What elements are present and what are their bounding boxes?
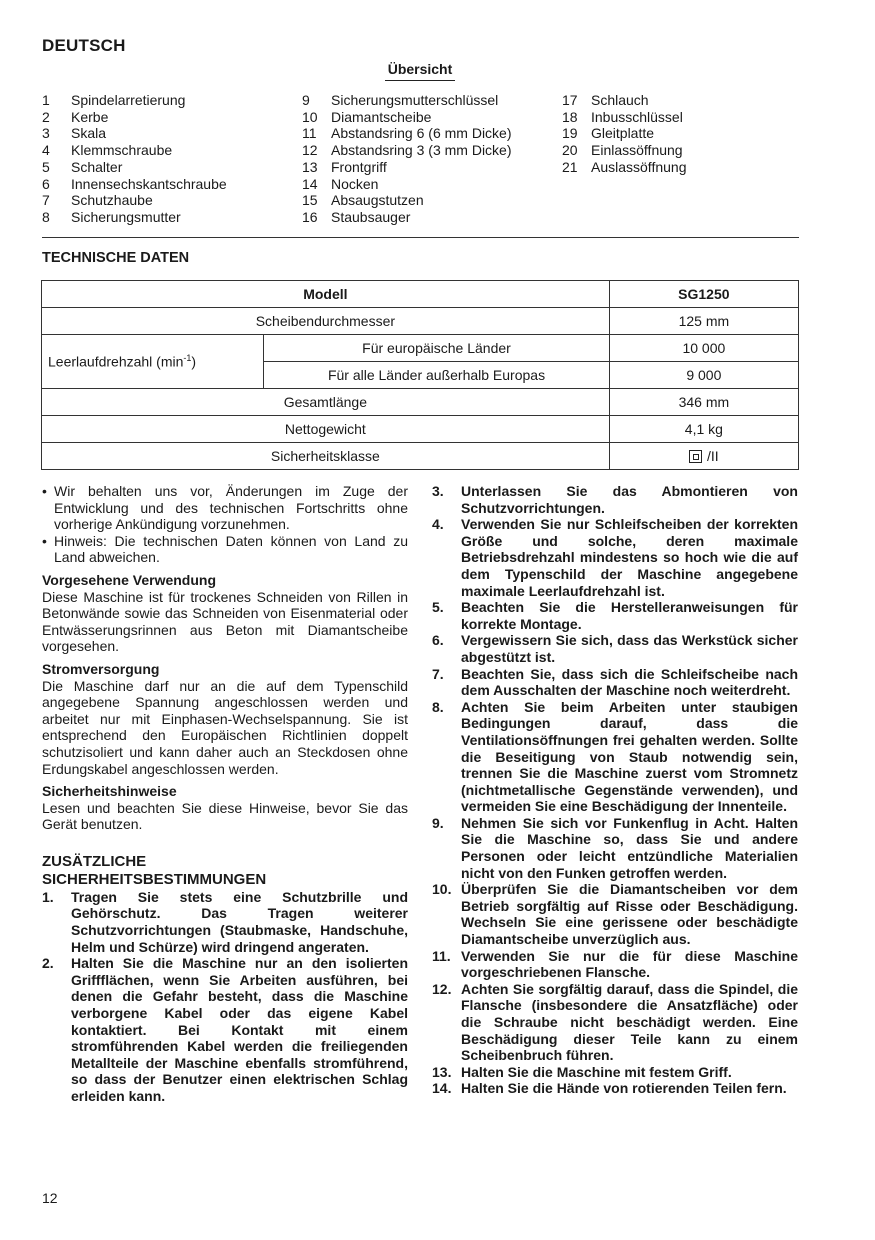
disc-diameter-label: Scheibendurchmesser <box>42 308 610 335</box>
list-item <box>432 483 798 516</box>
additional-safety-heading-line-1: ZUSÄTZLICHE <box>42 852 147 870</box>
overview-item <box>42 176 227 193</box>
item-number: 3 <box>42 125 50 142</box>
overview-item <box>302 159 512 176</box>
item-label: Abstandsring 3 (3 mm Dicke) <box>331 142 512 159</box>
table-row <box>42 416 799 443</box>
rule-text: Halten Sie die Maschine nur an den isolierten Griffflächen, wenn Sie Arbeiten ausführen, bei denen die Gefahr besteht, dass die Maschine verborgene Kabel oder das eigene Kabel kontaktiert. Bei Kontakt mit einem stromführenden Kabel werden die freiliegenden Metallteile der Maschine ebenfalls stromführend, so dass der Benutzer einen elektrischen Schlag erleiden kann. <box>71 955 408 1104</box>
right-column <box>432 483 798 1097</box>
speed-other-value: 9 000 <box>609 362 798 389</box>
double-insulation-icon <box>689 450 702 463</box>
header-model: Modell <box>42 281 610 308</box>
item-number: 17 <box>562 92 578 108</box>
item-number: 18 <box>562 108 578 125</box>
no-load-speed-label <box>42 335 264 389</box>
item-number: 6 <box>42 175 50 192</box>
list-item <box>432 516 798 599</box>
section-divider <box>42 237 799 238</box>
overall-length-value: 346 mm <box>609 389 798 416</box>
list-item <box>42 483 408 533</box>
overview-item <box>562 109 686 126</box>
rule-number: 10. <box>432 881 452 898</box>
table-row <box>42 443 799 470</box>
bullet-icon: • <box>42 483 47 499</box>
overview-column-1 <box>42 92 227 226</box>
rule-text: Verwenden Sie nur die für diese Maschine vorgeschriebenen Flansche. <box>461 947 798 981</box>
item-number: 12 <box>302 142 318 159</box>
list-item <box>42 955 408 1104</box>
overview-item <box>42 92 227 109</box>
table-row <box>42 335 799 362</box>
item-label: Kerbe <box>71 108 109 125</box>
bullet-icon: • <box>42 532 47 549</box>
item-label: Diamantscheibe <box>331 108 432 125</box>
item-number: 2 <box>42 108 50 125</box>
rule-number: 4. <box>432 516 444 533</box>
list-item <box>432 599 798 632</box>
header-model-value: SG1250 <box>609 281 798 308</box>
specs-title: TECHNISCHE DATEN <box>42 250 190 266</box>
item-label: Schalter <box>71 158 123 175</box>
item-label: Skala <box>71 125 107 142</box>
item-label: Klemmschraube <box>71 142 173 159</box>
rule-number: 13. <box>432 1063 452 1080</box>
item-number: 4 <box>42 142 50 159</box>
overview-item <box>302 192 512 209</box>
overview-item <box>562 92 686 109</box>
list-item <box>432 1064 798 1081</box>
rule-text: Halten Sie die Hände von rotierenden Teilen fern. <box>461 1080 787 1097</box>
list-item <box>432 632 798 665</box>
item-label: Sicherungsmutter <box>71 208 181 225</box>
rule-number: 8. <box>432 698 444 715</box>
rule-number: 12. <box>432 980 452 997</box>
overview-item <box>302 109 512 126</box>
item-number: 5 <box>42 158 50 175</box>
speed-label-exponent: -1 <box>183 353 192 364</box>
language-heading: DEUTSCH <box>42 36 126 55</box>
overview-item <box>302 209 512 226</box>
item-label: Schlauch <box>591 92 649 108</box>
speed-other-label: Für alle Länder außerhalb Europas <box>264 362 609 389</box>
overview-title: Übersicht <box>385 61 456 81</box>
additional-safety-heading <box>42 853 408 889</box>
safety-class-value: /II <box>707 448 719 464</box>
item-number: 7 <box>42 192 50 209</box>
rule-text: Nehmen Sie sich vor Funkenflug in Acht. Halten Sie die Maschine so, dass Sie und andere Personen oder leicht entzündliche Materialien nicht von den Funken getroffen werden. <box>461 814 798 881</box>
rule-number: 2. <box>42 955 54 972</box>
item-number: 15 <box>302 192 318 209</box>
speed-eu-value: 10 000 <box>609 335 798 362</box>
additional-safety-heading-line-2: SICHERHEITSBESTIMMUNGEN <box>42 870 267 888</box>
specs-table <box>41 280 799 470</box>
rule-text: Verwenden Sie nur Schleifscheiben der korrekten Größe und solche, deren maximale Betriebsdrehzahl mindestens so hoch wie die auf dem Typenschild der Maschine angegebene maximale Leerlaufdrehzahl ist. <box>461 516 798 599</box>
rule-text: Beachten Sie die Herstelleranweisungen für korrekte Montage. <box>461 599 798 632</box>
item-label: Sicherungsmutterschlüssel <box>331 92 499 108</box>
list-item <box>432 815 798 881</box>
left-column <box>42 483 408 1105</box>
item-number: 14 <box>302 175 318 192</box>
intended-use-heading: Vorgesehene Verwendung <box>42 571 217 588</box>
rule-number: 11. <box>432 947 451 964</box>
rule-text: Überprüfen Sie die Diamantscheiben vor dem Betrieb sorgfältig auf Risse oder Beschädigung. Wechseln Sie eine gerissene oder beschädigte Diamantscheibe unverzüglich aus. <box>461 881 798 948</box>
item-number: 13 <box>302 158 318 175</box>
rule-number: 1. <box>42 888 54 905</box>
overview-item <box>302 92 512 109</box>
list-item <box>432 881 798 947</box>
safety-rules-list-right <box>432 483 798 1097</box>
list-item <box>432 699 798 815</box>
overview-item <box>42 159 227 176</box>
item-number: 8 <box>42 208 50 225</box>
overview-item <box>562 142 686 159</box>
rule-number: 9. <box>432 814 444 831</box>
item-label: Einlassöffnung <box>591 142 683 159</box>
item-label: Spindelarretierung <box>71 92 186 108</box>
overview-item <box>42 192 227 209</box>
rule-text: Vergewissern Sie sich, dass das Werkstück sicher abgestützt ist. <box>461 632 798 665</box>
rule-number: 7. <box>432 665 444 682</box>
overview-column-2 <box>302 92 512 226</box>
safety-notes-text: Lesen und beachten Sie diese Hinweise, bevor Sie das Gerät benutzen. <box>42 799 408 833</box>
rule-text: Unterlassen Sie das Abmontieren von Schutzvorrichtungen. <box>461 483 798 516</box>
item-label: Frontgriff <box>331 158 387 175</box>
speed-label-close: ) <box>191 353 197 370</box>
item-number: 20 <box>562 142 578 159</box>
item-label: Gleitplatte <box>591 125 655 142</box>
overview-item <box>302 176 512 193</box>
item-label: Auslassöffnung <box>591 158 687 175</box>
rule-number: 14. <box>432 1080 452 1097</box>
overall-length-label: Gesamtlänge <box>42 389 610 416</box>
rule-number: 6. <box>432 632 444 649</box>
list-item <box>42 533 408 566</box>
item-number: 10 <box>302 108 318 125</box>
safety-notes-heading: Sicherheitshinweise <box>42 783 177 800</box>
page-number: 12 <box>42 1190 58 1206</box>
rule-number: 5. <box>432 599 444 616</box>
safety-class-label: Sicherheitsklasse <box>42 443 610 470</box>
item-label: Nocken <box>331 175 379 192</box>
item-label: Schutzhaube <box>71 192 153 209</box>
rule-text: Halten Sie die Maschine mit festem Griff. <box>461 1063 732 1080</box>
item-number: 16 <box>302 208 318 225</box>
rule-text: Achten Sie beim Arbeiten unter staubigen Bedingungen darauf, dass die Ventilationsöffnungen frei gehalten werden. Sollte die Beseitigung von Staub notwendig sein, trennen Sie die Maschine zuerst vom Stromnetz (nichtmetallische Gegenstände verwenden), und vermeiden Sie eine Beschädigung der Innenteile. <box>461 698 798 815</box>
net-weight-label: Nettogewicht <box>42 416 610 443</box>
item-number: 11 <box>302 125 317 142</box>
speed-label-text: Leerlaufdrehzahl (min <box>48 353 184 370</box>
table-row <box>42 281 799 308</box>
bullet-text: Wir behalten uns vor, Änderungen im Zuge der Entwicklung und des technischen Fortschritts ohne vorherige Ankündigung vorzunehmen. <box>54 483 408 533</box>
overview-item <box>42 125 227 142</box>
overview-item <box>562 159 686 176</box>
rule-text: Tragen Sie stets eine Schutzbrille und Gehörschutz. Das Tragen weiterer Schutzvorrichtungen (Staubmaske, Handschuhe, Helm und Schürze) wird dringend angeraten. <box>71 888 408 955</box>
overview-title-wrap <box>0 61 840 81</box>
overview-item <box>42 209 227 226</box>
disc-diameter-value: 125 mm <box>609 308 798 335</box>
item-number: 1 <box>42 92 50 108</box>
overview-item <box>562 125 686 142</box>
item-number: 21 <box>562 158 578 175</box>
overview-item <box>42 109 227 126</box>
net-weight-value: 4,1 kg <box>609 416 798 443</box>
item-label: Innensechskantschraube <box>71 175 227 192</box>
item-label: Absaugstutzen <box>331 192 424 209</box>
list-item <box>432 948 798 981</box>
intended-use-text: Diese Maschine ist für trockenes Schneiden von Rillen in Betonwände sowie das Schneiden von Eisenmaterial oder Entwässerungsrinnen aus Beton mit Diamantscheibe vorgesehen. <box>42 588 408 655</box>
safety-rules-list-left <box>42 889 408 1105</box>
power-supply-heading: Stromversorgung <box>42 660 160 677</box>
item-label: Staubsauger <box>331 208 411 225</box>
safety-class-value-cell <box>609 443 798 470</box>
overview-column-3 <box>562 92 686 176</box>
list-item <box>432 1080 798 1097</box>
power-supply-text: Die Maschine darf nur an die auf dem Typenschild angegebene Spannung angeschlossen werden und arbeitet nur mit Einphasen-Wechselspannung. Sie ist entsprechend den Europäischen Richtlinien doppelt schutzisoliert und kann daher auch an Steckdosen ohne Erdungskabel angeschlossen werden. <box>42 677 408 777</box>
table-row <box>42 308 799 335</box>
rule-number: 3. <box>432 483 444 499</box>
list-item <box>42 889 408 955</box>
bullet-text: Hinweis: Die technischen Daten können von Land zu Land abweichen. <box>54 532 408 566</box>
overview-item <box>302 142 512 159</box>
item-number: 9 <box>302 92 310 108</box>
overview-item <box>302 125 512 142</box>
item-number: 19 <box>562 125 578 142</box>
speed-eu-label: Für europäische Länder <box>264 335 609 362</box>
item-label: Abstandsring 6 (6 mm Dicke) <box>331 125 512 142</box>
list-item <box>432 666 798 699</box>
item-label: Inbusschlüssel <box>591 108 683 125</box>
overview-item <box>42 142 227 159</box>
rule-text: Beachten Sie, dass sich die Schleifscheibe nach dem Ausschalten der Maschine noch weiterdreht. <box>461 665 798 699</box>
list-item <box>432 981 798 1064</box>
rule-text: Achten Sie sorgfältig darauf, dass die Spindel, die Flansche (insbesondere die Ansatzfläche) oder die Schraube nicht beschädigt werden. Eine Beschädigung dieser Teile kann zu einem Scheibenbruch führen. <box>461 980 798 1064</box>
table-row <box>42 389 799 416</box>
